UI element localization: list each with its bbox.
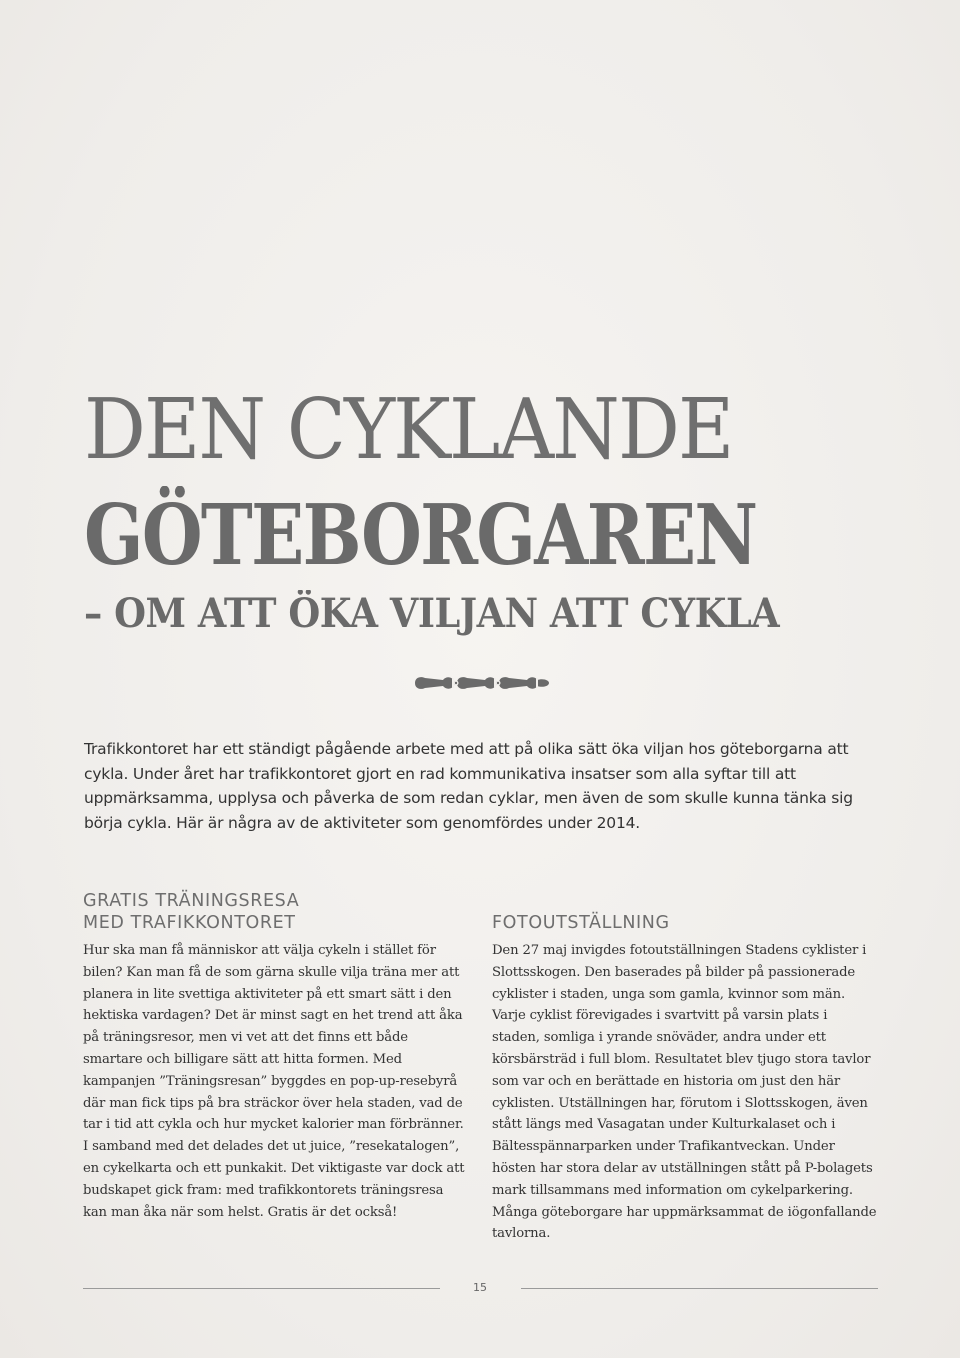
section-heading-line-2: MED TRAFIKKONTORET xyxy=(83,913,296,933)
footer-divider-left xyxy=(83,1288,440,1289)
section-traningsresa xyxy=(83,890,468,1223)
section-fotoutstallning xyxy=(492,890,877,1245)
bicycle-chain-icon xyxy=(413,672,551,694)
section-heading: FOTOUTSTÄLLNING xyxy=(492,913,670,933)
title-line-2: GÖTEBORGAREN xyxy=(84,486,757,584)
subtitle: – OM ATT ÖKA VILJAN ATT CYKLA xyxy=(84,590,780,637)
intro-paragraph: Trafikkontoret har ett ständigt pågående arbete med att på olika sätt öka viljan hos göteborgarna att cykla. Under året har trafikkontoret gjort en rad kommunikativa insatser som alla syftar till att uppmärksamma, upplysa och påverka de som redan cyklar, men även de som skulle kunna tänka sig börja cykla. Här är några av de aktiviteter som genomfördes under 2014. xyxy=(84,740,853,832)
page-number: 15 xyxy=(473,1281,487,1294)
title-line-1: DEN CYKLANDE xyxy=(84,381,733,478)
section-heading-line-1: GRATIS TRÄNINGSRESA xyxy=(83,891,300,911)
section-heading xyxy=(83,890,468,934)
section-body: Hur ska man få människor att välja cykeln i stället för bilen? Kan man få de som gärna skulle vilja träna mer att planera in lite svettiga aktiviteter på ett smart sätt i den hektiska vardagen? Det är minst sagt en het trend att åka på träningsresor, men vi vet att det finns ett både smartare och billigare sätt att hitta formen. Med kampanjen ”Träningsresan” byggdes en pop-up-resebyrå där man fick tips på bra sträckor över hela staden, vad de tar i tid att cykla och hur mycket kalorier man förbränner. I samband med det delades det ut juice, ”resekatalogen”, en cykelkarta och ett punkakit. Det viktigaste var dock att budskapet gick fram: med trafikkontorets träningsresa kan man åka när som helst. Gratis är det också! xyxy=(83,943,465,1220)
section-body: Den 27 maj invigdes fotoutställningen Stadens cyklister i Slottsskogen. Den baserades på bilder på passionerade cyklister i staden, unga som gamla, kvinnor som män. Varje cyklist förevigades i svartvitt på varsin plats i staden, somliga i yrande snöväder, andra under ett körsbärsträd i full blom. Resultatet blev tjugo stora tavlor som var och en berättade en historia om just den här cyklisten. Utställningen har, förutom i Slottsskogen, även stått längs med Vasagatan under Kulturkalaset och i Bältesspännarparken under Trafikantveckan. Under hösten har stora delar av utställningen stått på P-bolagets mark tillsammans med information om cykelparkering. Många göteborgare har uppmärksammat de iögonfallande tavlorna. xyxy=(492,943,877,1242)
footer-divider-right xyxy=(521,1288,878,1289)
